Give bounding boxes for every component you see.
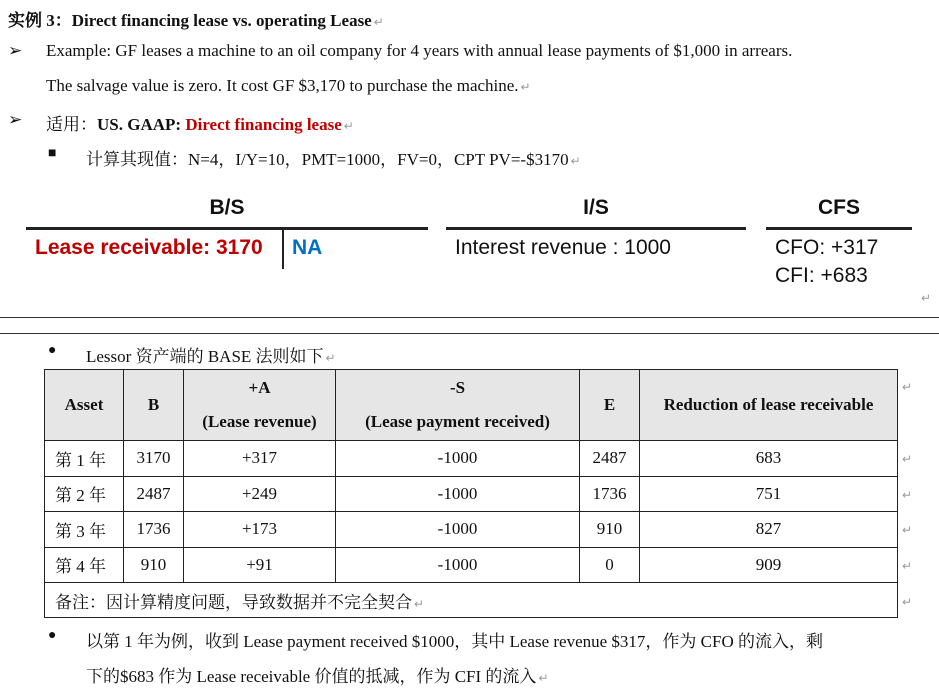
- header-reduction-text: Reduction of lease receivable: [663, 395, 874, 414]
- bs-t-divider: [282, 230, 284, 269]
- cell-a: +173: [184, 512, 336, 548]
- is-header: I/S: [583, 196, 609, 219]
- apply-line: [46, 110, 354, 135]
- cell-b: 2487: [124, 476, 184, 512]
- is-t-line: [446, 227, 746, 230]
- cell-year: 第 4 年: [45, 547, 124, 583]
- paragraph-mark-icon: ↵: [325, 351, 336, 365]
- header-asset: [45, 370, 124, 441]
- apply-lease-type: Direct financing lease: [185, 115, 342, 134]
- table-row: [45, 441, 898, 477]
- is-interest-revenue: Interest revenue : 1000: [455, 236, 671, 259]
- cell-year: 第 2 年: [45, 476, 124, 512]
- paragraph-mark-icon: ↵: [902, 380, 913, 394]
- example-text-line1: Example: GF leases a machine to an oil company for 4 years with annual lease payments of $1,000 in arrears.: [46, 41, 793, 60]
- cell-s: -1000: [336, 547, 580, 583]
- cell-reduction: 909: [640, 547, 898, 583]
- cfs-t-line: [766, 227, 912, 230]
- paragraph-mark-icon: ↵: [902, 595, 913, 609]
- header-a-desc: (Lease revenue): [202, 412, 317, 431]
- cell-a: +91: [184, 547, 336, 583]
- header-e-text: E: [603, 395, 616, 414]
- cell-b: 910: [124, 547, 184, 583]
- table-note-text: 备注：因计算精度问题，导致数据并不完全契合: [55, 592, 412, 612]
- lessor-intro-text: Lessor 资产端的 BASE 法则如下: [86, 347, 324, 366]
- apply-prefix: 适用：: [46, 115, 97, 134]
- cell-reduction: 827: [640, 512, 898, 548]
- cfs-cfo: CFO: +317: [775, 236, 879, 259]
- section-heading: [8, 6, 384, 31]
- header-b: [124, 370, 184, 441]
- paragraph-mark-icon: ↵: [520, 80, 531, 94]
- paragraph-mark-icon: ↵: [570, 154, 581, 168]
- bs-na: NA: [292, 236, 323, 259]
- header-b-text: B: [147, 395, 160, 414]
- bs-header: B/S: [209, 196, 245, 219]
- cell-b: 3170: [124, 441, 184, 477]
- paragraph-mark-icon: ↵: [343, 119, 354, 133]
- round-bullet-icon: ●: [48, 628, 57, 643]
- separator-line-bottom: [0, 333, 939, 334]
- square-bullet-icon: ■: [48, 146, 57, 161]
- bs-t-line: [26, 227, 428, 230]
- table-header-row: [45, 370, 898, 441]
- table-row: [45, 512, 898, 548]
- pv-calc-text: 计算其现值：N=4，I/Y=10，PMT=1000，FV=0，CPT PV=-$3170: [86, 150, 569, 169]
- round-bullet-icon: ●: [48, 343, 57, 358]
- conclusion-line2-text: 下的$683 作为 Lease receivable 价值的抵减，作为 CFI 的流入: [86, 667, 537, 686]
- table-row: [45, 547, 898, 583]
- table-note-row: [45, 583, 898, 618]
- example-line2-text: The salvage value is zero. It cost GF $3,170 to purchase the machine.: [46, 76, 519, 95]
- paragraph-mark-icon: ↵: [902, 488, 913, 502]
- table-note: [45, 583, 898, 618]
- heading-label: 实例 3：: [8, 11, 72, 30]
- cell-a: +317: [184, 441, 336, 477]
- cell-s: -1000: [336, 476, 580, 512]
- cell-a: +249: [184, 476, 336, 512]
- header-a-sign: +A: [248, 378, 271, 397]
- conclusion-line1: 以第 1 年为例，收到 Lease payment received $1000，其中 Lease revenue $317，作为 CFO 的流入，剩: [86, 632, 823, 651]
- cell-e: 910: [580, 512, 640, 548]
- heading-title: Direct financing lease vs. operating Lease: [71, 11, 372, 30]
- paragraph-mark-icon: ↵: [538, 671, 549, 685]
- table-row: [45, 476, 898, 512]
- arrow-bullet-icon: ➢: [8, 110, 23, 129]
- arrow-bullet-icon: ➢: [8, 41, 23, 60]
- lessor-intro: [86, 342, 336, 367]
- paragraph-mark-icon: ↵: [373, 15, 384, 29]
- header-e: [580, 370, 640, 441]
- cell-s: -1000: [336, 512, 580, 548]
- cell-b: 1736: [124, 512, 184, 548]
- header-asset-text: Asset: [64, 395, 104, 414]
- example-text-line2: [46, 76, 531, 96]
- base-table: [44, 369, 898, 618]
- pv-calc-line: [86, 145, 581, 170]
- cell-reduction: 683: [640, 441, 898, 477]
- cfs-header: CFS: [818, 196, 860, 219]
- header-s-sign: -S: [449, 378, 466, 397]
- cell-year: 第 3 年: [45, 512, 124, 548]
- cell-e: 2487: [580, 441, 640, 477]
- paragraph-mark-icon: ↵: [414, 596, 425, 611]
- separator-line-top: [0, 317, 939, 318]
- cell-year: 第 1 年: [45, 441, 124, 477]
- cfs-cfi: CFI: +683: [775, 264, 868, 287]
- bs-lease-receivable: Lease receivable: 3170: [35, 236, 263, 259]
- cell-reduction: 751: [640, 476, 898, 512]
- cell-e: 1736: [580, 476, 640, 512]
- conclusion-line2: [86, 662, 549, 687]
- paragraph-mark-icon: ↵: [902, 559, 913, 573]
- header-reduction: [640, 370, 898, 441]
- apply-standard: US. GAAP:: [97, 115, 186, 134]
- cell-s: -1000: [336, 441, 580, 477]
- header-s-desc: (Lease payment received): [365, 412, 550, 431]
- paragraph-mark-icon: ↵: [921, 291, 932, 305]
- header-a: [184, 370, 336, 441]
- cell-e: 0: [580, 547, 640, 583]
- paragraph-mark-icon: ↵: [902, 452, 913, 466]
- header-s: [336, 370, 580, 441]
- paragraph-mark-icon: ↵: [902, 523, 913, 537]
